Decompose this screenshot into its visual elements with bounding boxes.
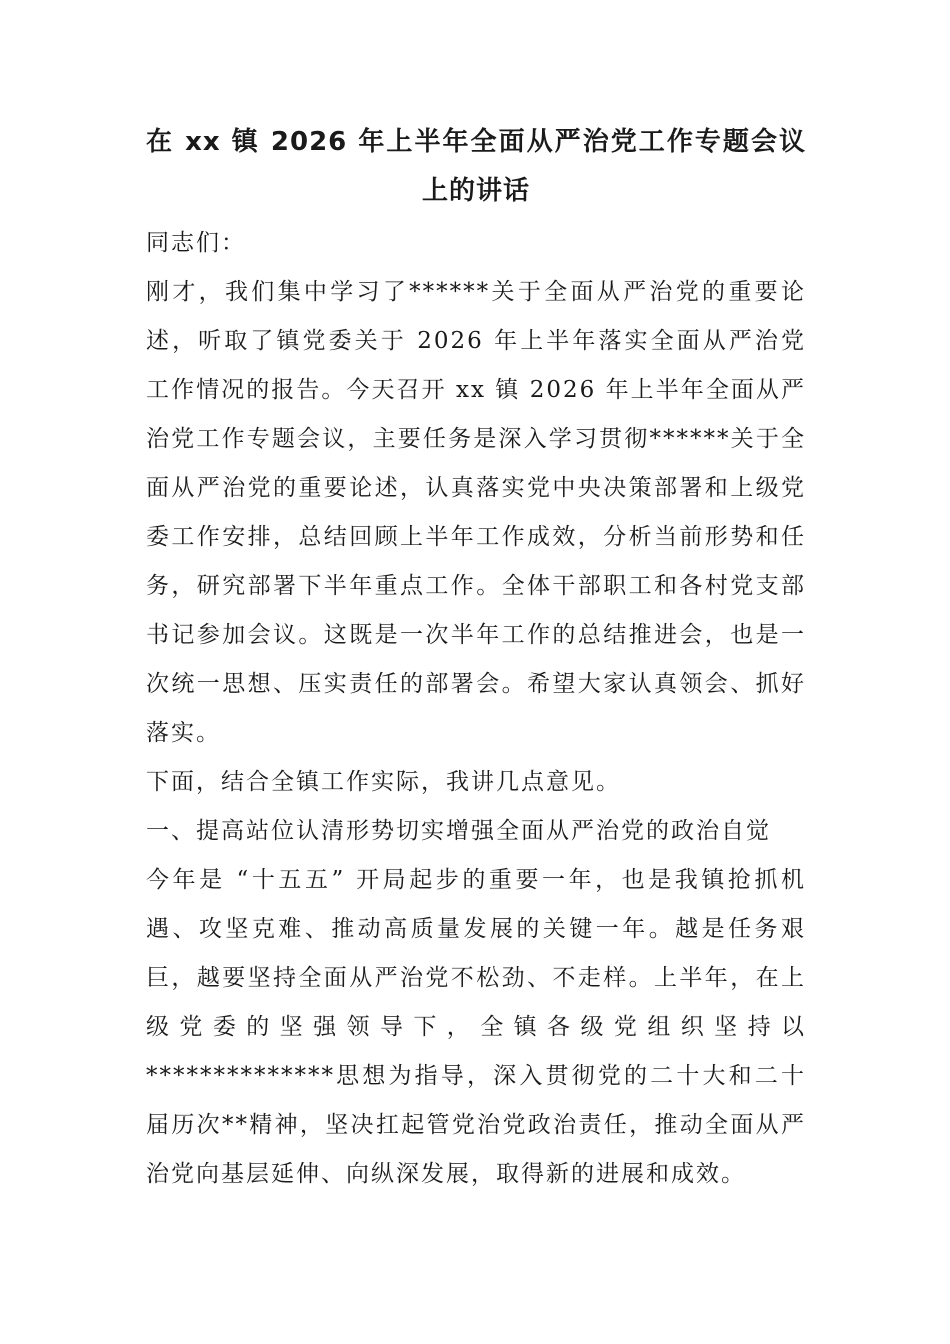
salutation: 同志们： bbox=[146, 230, 246, 256]
document-body bbox=[146, 219, 806, 1199]
paragraph-intro: 刚才，我们集中学习了******关于全面从严治党的重要论述，听取了镇党委关于 2026 年上半年落实全面从严治党工作情况的报告。今天召开 xx 镇 2026 年上半年全面从严治党工作专题会议，主要任务是深入学习贯彻******关于全面从严治党的重要论述，认真落实党中央决策部署和上级党委工作安排，总结回顾上半年工作成效，分析当前形势和任务，研究部署下半年重点工作。全体干部职工和各村党支部书记参加会议。这既是一次半年工作的总结推进会，也是一次统一思想、压实责任的部署会。希望大家认真领会、抓好落实。 bbox=[146, 279, 806, 746]
title-line-2: 上的讲话 bbox=[421, 176, 530, 206]
document-title bbox=[146, 118, 806, 216]
paragraph-transition: 下面，结合全镇工作实际，我讲几点意见。 bbox=[146, 769, 621, 795]
section-heading-1: 一、提高站位认清形势切实增强全面从严治党的政治自觉 bbox=[146, 818, 771, 844]
paragraph-section-1: 今年是 “十五五” 开局起步的重要一年，也是我镇抢抓机遇、攻坚克难、推动高质量发展的关键一年。越是任务艰巨，越要坚持全面从严治党不松劲、不走样。上半年，在上级党委的坚强领导下，全镇各级党组织坚持以**************思想为指导，深入贯彻党的二十大和二十届历次**精神，坚决扛起管党治党政治责任，推动全面从严治党向基层延伸、向纵深发展，取得新的进展和成效。 bbox=[146, 867, 806, 1187]
title-line-1: 在 xx 镇 2026 年上半年全面从严治党工作专题会议 bbox=[146, 127, 806, 157]
document-page bbox=[146, 118, 806, 1199]
